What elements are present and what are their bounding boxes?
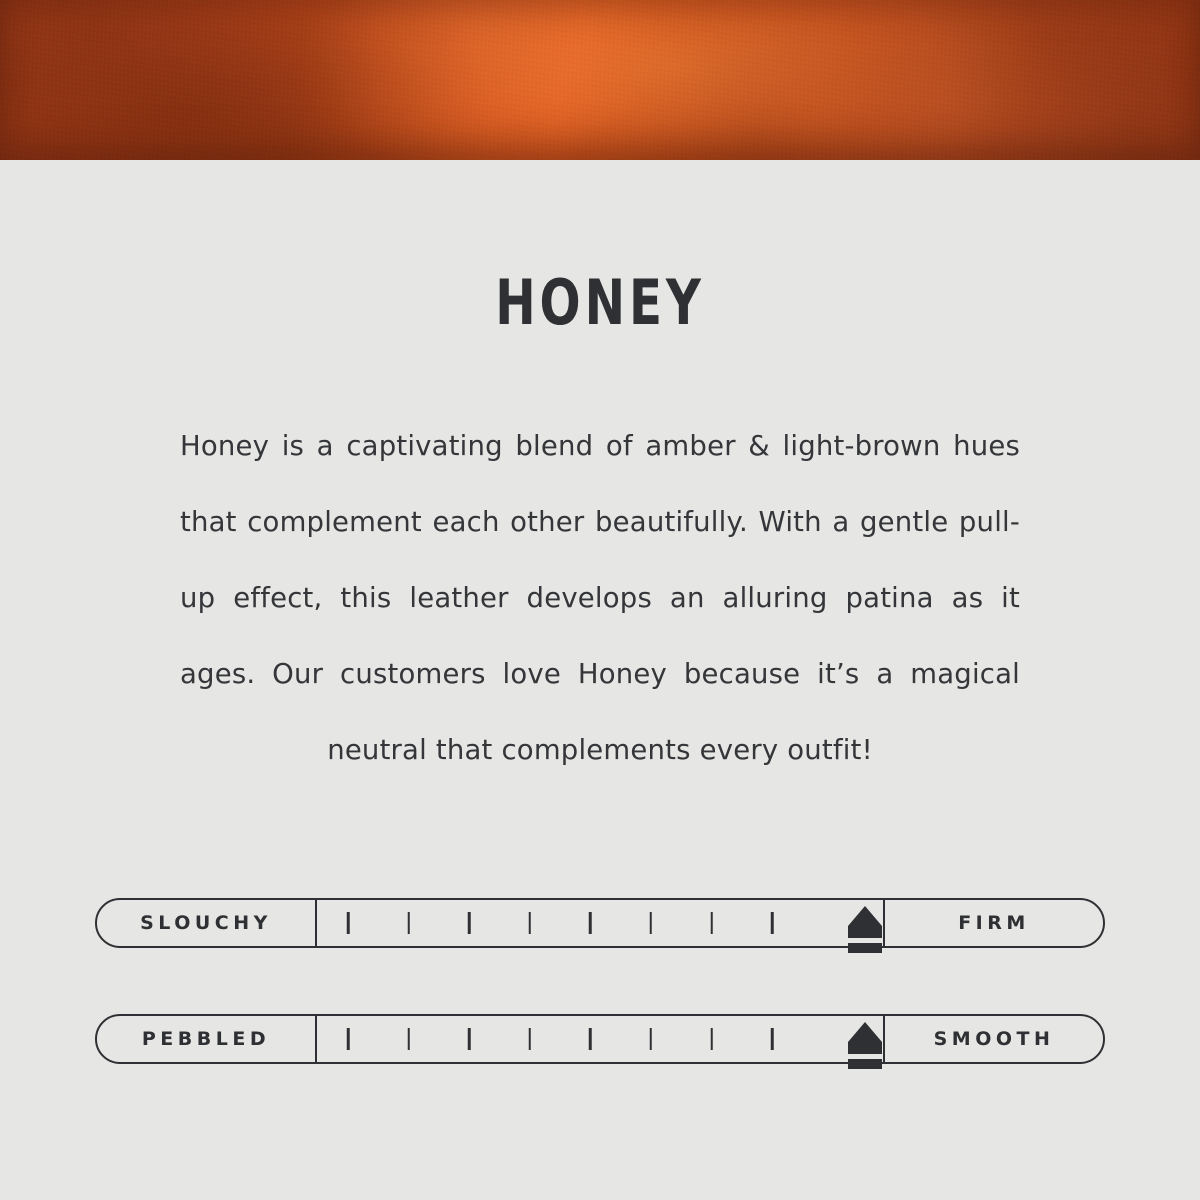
slider-tick — [710, 912, 713, 934]
slider-tick — [529, 912, 532, 934]
slider-tick — [710, 1028, 713, 1050]
slider-tick — [589, 1028, 592, 1050]
slider-tick — [589, 912, 592, 934]
slider-tick — [529, 1028, 532, 1050]
slider-tick — [468, 912, 471, 934]
leather-swatch-photo — [0, 0, 1200, 160]
slider-tick — [650, 1028, 653, 1050]
slider-right-label: FIRM — [883, 900, 1103, 946]
slider-left-label: PEBBLED — [97, 1016, 317, 1062]
slider-tick — [407, 1028, 410, 1050]
slider-tick — [771, 1028, 774, 1050]
slider-tick — [407, 912, 410, 934]
slider-ticks — [317, 900, 883, 946]
slider-structure[interactable] — [95, 898, 1105, 956]
slider-track[interactable] — [95, 898, 1105, 948]
attribute-sliders — [0, 898, 1200, 1130]
leather-vignette-layer — [0, 0, 1200, 160]
slider-texture[interactable] — [95, 1014, 1105, 1072]
slider-ticks — [317, 1016, 883, 1062]
slider-tick — [650, 912, 653, 934]
page-title: HONEY — [495, 266, 705, 339]
slider-track[interactable] — [95, 1014, 1105, 1064]
content-area — [0, 160, 1200, 788]
slider-tick — [347, 1028, 350, 1050]
slider-left-label: SLOUCHY — [97, 900, 317, 946]
slider-right-label: SMOOTH — [883, 1016, 1103, 1062]
slider-tick — [771, 912, 774, 934]
slider-tick — [347, 912, 350, 934]
slider-tick — [468, 1028, 471, 1050]
product-description: Honey is a captivating blend of amber & light-brown hues that complement each other beautifully. With a gentle pull-up effect, this leather develops an alluring patina as it ages. Our customers love Honey because it’s a magical neutral that complements every outfit! — [180, 430, 1020, 766]
